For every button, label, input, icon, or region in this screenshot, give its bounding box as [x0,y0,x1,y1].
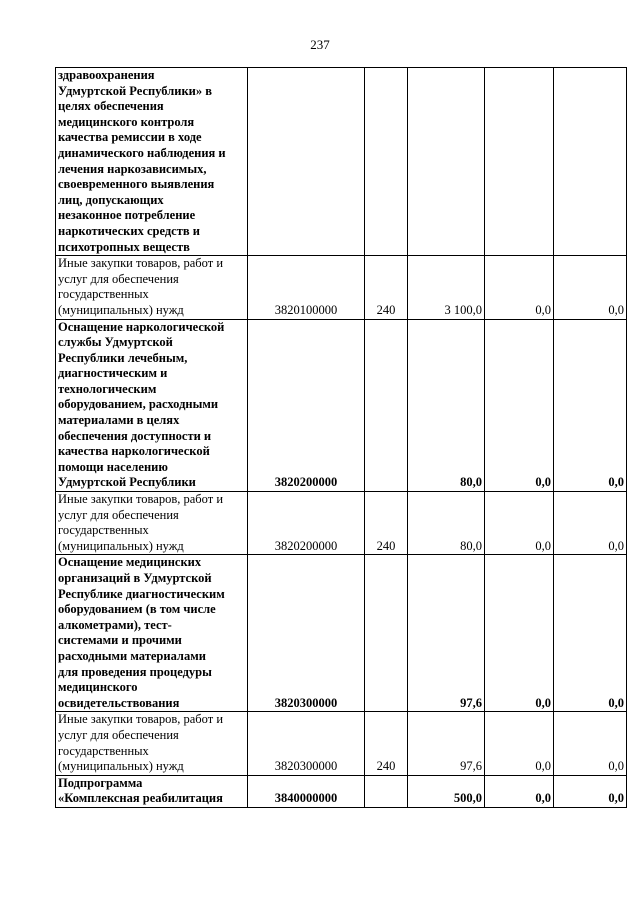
row-type-cell [365,256,408,319]
row-value: 0,0 [535,759,551,774]
row-code-cell [248,555,365,712]
row-name: Иные закупки товаров, работ и услуг для обеспечения государственных (муниципальных) нужд [58,256,224,317]
table-row [56,775,627,807]
row-value: 0,0 [608,538,624,553]
row-value: 0,0 [535,475,551,490]
row-amount-1-cell [408,712,485,775]
row-value: 3820100000 [274,302,338,317]
row-type-cell [365,712,408,775]
row-amount-2-cell [485,712,554,775]
row-amount-1-cell [408,555,485,712]
row-name-cell [56,775,248,807]
row-value: 0,0 [535,695,551,710]
row-value: 3 100,0 [444,302,482,317]
table-row [56,319,627,492]
row-amount-2-cell [485,775,554,807]
row-value: 3820200000 [274,538,338,553]
row-code-cell [248,775,365,807]
row-value: 3820200000 [274,475,338,490]
row-value: 0,0 [535,791,551,806]
row-amount-1-cell [408,256,485,319]
row-amount-1-cell [408,775,485,807]
row-value: 500,0 [453,791,482,806]
table-row [56,256,627,319]
row-amount-1-cell [408,492,485,555]
budget-table-body [56,68,627,808]
row-amount-3-cell [554,68,627,256]
row-value: 3840000000 [274,791,338,806]
row-name-cell [56,68,248,256]
row-amount-2-cell [485,68,554,256]
row-type-cell [365,775,408,807]
row-value: 97,6 [460,759,482,774]
row-type-cell [365,555,408,712]
row-code-cell [248,319,365,492]
row-code-cell [248,712,365,775]
row-name: Оснащение наркологической службы Удмуртской Республики лечебным, диагностическим и технологическим оборудованием, расходными материалами в целях обеспечения доступности и качества наркологической помощи населению Удмуртской Республики [58,319,225,490]
page-number: 237 [310,37,330,52]
row-value: 0,0 [608,302,624,317]
row-name: Иные закупки товаров, работ и услуг для обеспечения государственных (муниципальных) нужд [58,712,224,774]
row-value: 240 [376,759,396,774]
row-value: 0,0 [608,759,624,774]
row-amount-1-cell [408,319,485,492]
budget-table [55,67,627,808]
row-amount-3-cell [554,712,627,775]
row-name-cell [56,555,248,712]
row-value: 0,0 [608,475,624,490]
row-amount-3-cell [554,319,627,492]
row-value: 240 [376,302,396,317]
row-value: 0,0 [608,791,624,806]
row-code-cell [248,68,365,256]
row-value: 3820300000 [274,759,338,774]
row-code-cell [248,492,365,555]
row-amount-2-cell [485,492,554,555]
row-name: Оснащение медицинских организаций в Удмуртской Республике диагностическим оборудованием (в том числе алкометрами), тест- системами и прочими расходными материалами для проведения процедуры медицинского освидетельствования [58,555,225,710]
table-row [56,712,627,775]
row-name-cell [56,712,248,775]
row-value: 0,0 [608,695,624,710]
row-value: 0,0 [535,538,551,553]
row-name: Иные закупки товаров, работ и услуг для обеспечения государственных (муниципальных) нужд [58,492,224,553]
row-value: 80,0 [460,538,482,553]
row-amount-3-cell [554,555,627,712]
row-name-cell [56,319,248,492]
row-name-cell [56,256,248,319]
row-amount-2-cell [485,319,554,492]
row-amount-1-cell [408,68,485,256]
row-name: здравоохранения Удмуртской Республики» в целях обеспечения медицинского контроля качества ремиссии в ходе динамического наблюдения и лечения наркозависимых, своевременного выявления лиц, допускающих незаконное потребление наркотических средств и психотропных веществ [58,68,226,254]
row-value: 0,0 [535,302,551,317]
row-name: Подпрограмма «Комплексная реабилитация [58,775,223,806]
row-value: 3820300000 [274,695,338,710]
row-value: 240 [376,538,396,553]
row-value: 80,0 [460,475,482,490]
row-amount-3-cell [554,256,627,319]
row-name-cell [56,492,248,555]
row-value: 97,6 [460,695,482,710]
table-row [56,492,627,555]
row-amount-2-cell [485,555,554,712]
table-row [56,555,627,712]
row-amount-2-cell [485,256,554,319]
table-row [56,68,627,256]
row-type-cell [365,319,408,492]
row-type-cell [365,492,408,555]
row-amount-3-cell [554,775,627,807]
row-amount-3-cell [554,492,627,555]
row-type-cell [365,68,408,256]
row-code-cell [248,256,365,319]
